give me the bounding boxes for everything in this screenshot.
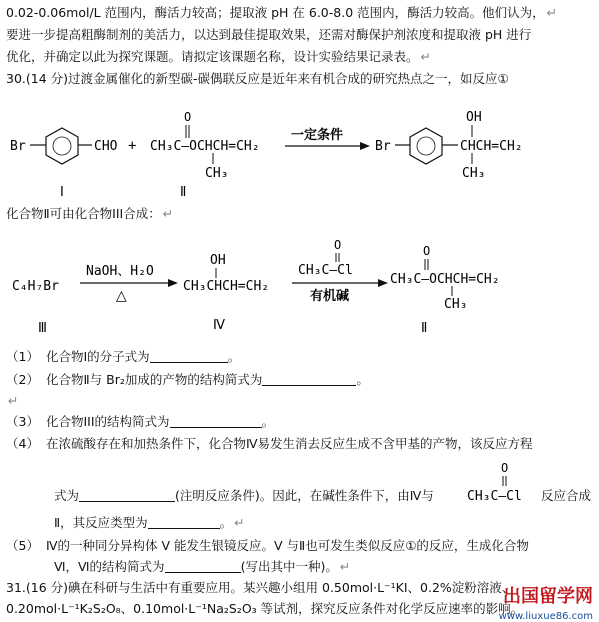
question-2: （2） 化合物Ⅱ与 Br₂加成的产物的结构简式为 。 <box>6 372 369 387</box>
question-4-cont-1: 式为 (注明反应条件)。因此，在碱性条件下，由Ⅳ与 <box>54 488 434 503</box>
watermark-url: www.liuxue86.com <box>498 611 593 622</box>
r1-product-oh: OH <box>466 110 482 125</box>
intro-line-1: 0.02-0.06mol/L 范围内，酶活力较高；提取液 pH 在 6.0-8.0 范围内，酶活力较高。他们认为， ↵ <box>6 5 558 20</box>
label-compound-1: Ⅰ <box>60 185 64 200</box>
answer-blank-4b[interactable] <box>148 516 220 529</box>
r1-plus: + <box>128 138 137 154</box>
answer-blank-2[interactable] <box>262 373 356 386</box>
benzene-ring-1 <box>46 128 78 164</box>
question-3: （3） 化合物III的结构简式为 。 <box>6 414 275 429</box>
r2-prod-main: CH₃C—OCHCH=CH₂ <box>390 272 500 287</box>
r2-heat: △ <box>116 288 127 304</box>
r2-base: 有机碱 <box>310 289 350 304</box>
r1-compound-2: CH₃C—OCHCH=CH₂ <box>150 139 260 154</box>
r1-cho-label: CHO <box>94 139 118 154</box>
answer-blank-3[interactable] <box>170 415 262 428</box>
r2-mid-oh: OH <box>210 253 226 268</box>
r1-product-ch3: CH₃ <box>462 166 486 181</box>
question-4-cont-1-end: 反应合成 <box>541 488 592 503</box>
r2-acyl-o: O <box>334 238 342 252</box>
r2-acyl-main: CH₃C—Cl <box>298 263 353 278</box>
question-1: （1） 化合物Ⅰ的分子式为 。 <box>6 349 241 364</box>
benzene-ring-2 <box>410 128 442 164</box>
inline-o: O <box>501 461 509 475</box>
question-5-cont: Ⅵ，Ⅵ的结构简式为 (写出其中一种)。 ↵ <box>54 559 351 574</box>
label-compound-2: Ⅱ <box>180 185 187 200</box>
reaction-1-diagram <box>0 92 599 200</box>
inline-acyl-chloride <box>465 460 539 506</box>
question-5: （5） Ⅳ的一种同分异构体 V 能发生银镜反应。V 与Ⅱ也可发生类似反应①的反应，生成化合物 <box>6 538 529 553</box>
synthesis-intro: 化合物Ⅱ可由化合物III合成： ↵ <box>6 206 174 221</box>
answer-blank-4a[interactable] <box>79 489 175 502</box>
r1-ch3-label: CH₃ <box>205 166 229 181</box>
intro-line-2: 要进一步提高粗酶制剂的美活力，以达到最佳提取效果，还需对酶保护剂浓度和提取液 pH 进行 <box>6 27 532 42</box>
r2-reagent-top: NaOH、H₂O <box>86 264 154 279</box>
r2-prod-ch3: CH₃ <box>444 297 468 312</box>
label-compound-3: Ⅲ <box>38 321 47 336</box>
r1-product-main: CHCH=CH₂ <box>460 139 523 154</box>
r1-o-label: O <box>184 110 192 124</box>
q31-line-2: 0.20mol·L⁻¹K₂S₂O₈、0.10mol·L⁻¹Na₂S₂O₃ 等试剂，探究反应条件对化学反应速率的影响。 <box>6 601 524 616</box>
label-compound-2b: Ⅱ <box>421 321 428 336</box>
question-4: （4） 在浓硫酸存在和加热条件下，化合物Ⅳ易发生消去反应生成不含甲基的产物，该反应方程 <box>6 436 533 451</box>
q30-header: 30.(14 分)过渡金属催化的新型碳-碳偶联反应是近年来有机合成的研究热点之一，如反应① <box>6 71 509 86</box>
q31-line-1: 31.(16 分)碘在科研与生活中有重要应用。某兴趣小组用 0.50mol·L⁻¹KI、0.2%淀粉溶液、 <box>6 580 515 595</box>
reaction-2-diagram <box>0 228 599 340</box>
r2-prod-o: O <box>423 244 431 258</box>
answer-blank-1[interactable] <box>150 350 228 363</box>
r2-mid-main: CH₃CHCH=CH₂ <box>183 279 270 294</box>
r1-br-label: Br <box>10 139 26 154</box>
label-compound-4: Ⅳ <box>213 318 225 333</box>
watermark-logo: 出国留学网 <box>503 586 593 607</box>
inline-main: CH₃C—Cl <box>467 489 522 504</box>
question-4-cont-2: Ⅱ，其反应类型为 。 ↵ <box>54 515 245 530</box>
r1-condition: 一定条件 <box>291 128 344 143</box>
r2-start: C₄H₇Br <box>12 279 59 294</box>
r1-product-br: Br <box>375 139 391 154</box>
intro-line-3: 优化，并确定以此为探究课题。请拟定该课题名称，设计实验结果记录表。 ↵ <box>6 49 431 64</box>
answer-blank-5[interactable] <box>165 560 241 573</box>
empty-line-mark: ↵ <box>8 393 19 408</box>
